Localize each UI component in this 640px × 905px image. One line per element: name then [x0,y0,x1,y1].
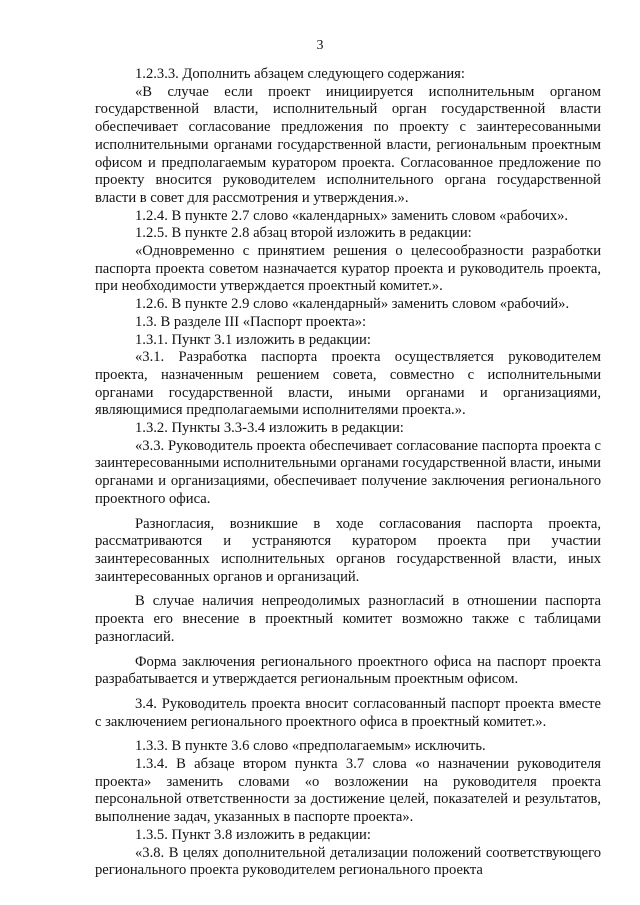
paragraph: 1.3.1. Пункт 3.1 изложить в редакции: [135,331,371,348]
paragraph: В случае наличия непреодолимых разногласий в отношении паспорта проекта его внесение в проектный комитет возможно также с таблицами разногласий. [95,593,601,645]
paragraph: 3.4. Руководитель проекта вносит согласованный паспорт проекта вместе с заключением регионального проектного офиса в проектный комитет.». [95,695,601,730]
paragraph: 1.3. В разделе III «Паспорт проекта»: [135,313,367,330]
paragraph: «Одновременно с принятием решения о целесообразности разработки паспорта проекта советом назначается куратор проекта и руководитель проекта, при необходимости утверждается проектный комитет.». [95,243,601,295]
document-body [95,66,601,880]
paragraph: 1.3.4. В абзаце втором пункта 3.7 слова «о назначении руководителя проекта» заменить словами «о возложении на руководителя проекта персональной ответственности за достижение целей, показателей и результатов, выполнение задач, указанных в паспорте проекта». [95,756,601,826]
paragraph: «3.3. Руководитель проекта обеспечивает согласование паспорта проекта с заинтересованными исполнительными органами государственной власти, иными органами и организациями, обеспечивает получение заключения регионального проектного офиса. [95,437,601,507]
paragraph: Разногласия, возникшие в ходе согласования паспорта проекта, рассматриваются и устраняются куратором проекта при участии заинтересованных исполнительных органов государственной власти, иных заинтересованных органов и организаций. [95,515,601,585]
paragraph: 1.3.2. Пункты 3.3-3.4 изложить в редакции: [135,420,404,437]
paragraph: 1.2.6. В пункте 2.9 слово «календарный» заменить словом «рабочий». [135,296,570,313]
paragraph: 1.3.3. В пункте 3.6 слово «предполагаемым» исключить. [135,738,486,755]
paragraph: 1.2.3.3. Дополнить абзацем следующего содержания: [135,66,465,82]
paragraph: 1.3.5. Пункт 3.8 изложить в редакции: [135,826,371,843]
paragraph: «В случае если проект инициируется исполнительным органом государственной власти, исполнительный орган государственной власти обеспечивает согласование предложения по проекту с заинтересованными исполнительными органами государственной власти, региональным проектным офисом и предполагаемым куратором проекта. Согласованное предложение по проекту вносится руководителем исполнительного органа государственной власти в совет для рассмотрения и утверждения.». [95,83,601,206]
paragraph: Форма заключения регионального проектного офиса на паспорт проекта разрабатывается и утверждается региональным проектным офисом. [95,653,601,688]
paragraph: «3.1. Разработка паспорта проекта осуществляется руководителем проекта, назначенным решением совета, совместно с исполнительными органами государственной власти, иными органами и организациями, являющимися предполагаемыми исполнителями проекта.». [95,349,601,419]
paragraph: 1.2.5. В пункте 2.8 абзац второй изложить в редакции: [135,225,472,242]
paragraph: 1.2.4. В пункте 2.7 слово «календарных» заменить словом «рабочих». [135,207,569,224]
paragraph: «3.8. В целях дополнительной детализации положений соответствующего регионального проекта руководителем регионального проекта [95,844,601,879]
page-number: 3 [316,38,324,53]
